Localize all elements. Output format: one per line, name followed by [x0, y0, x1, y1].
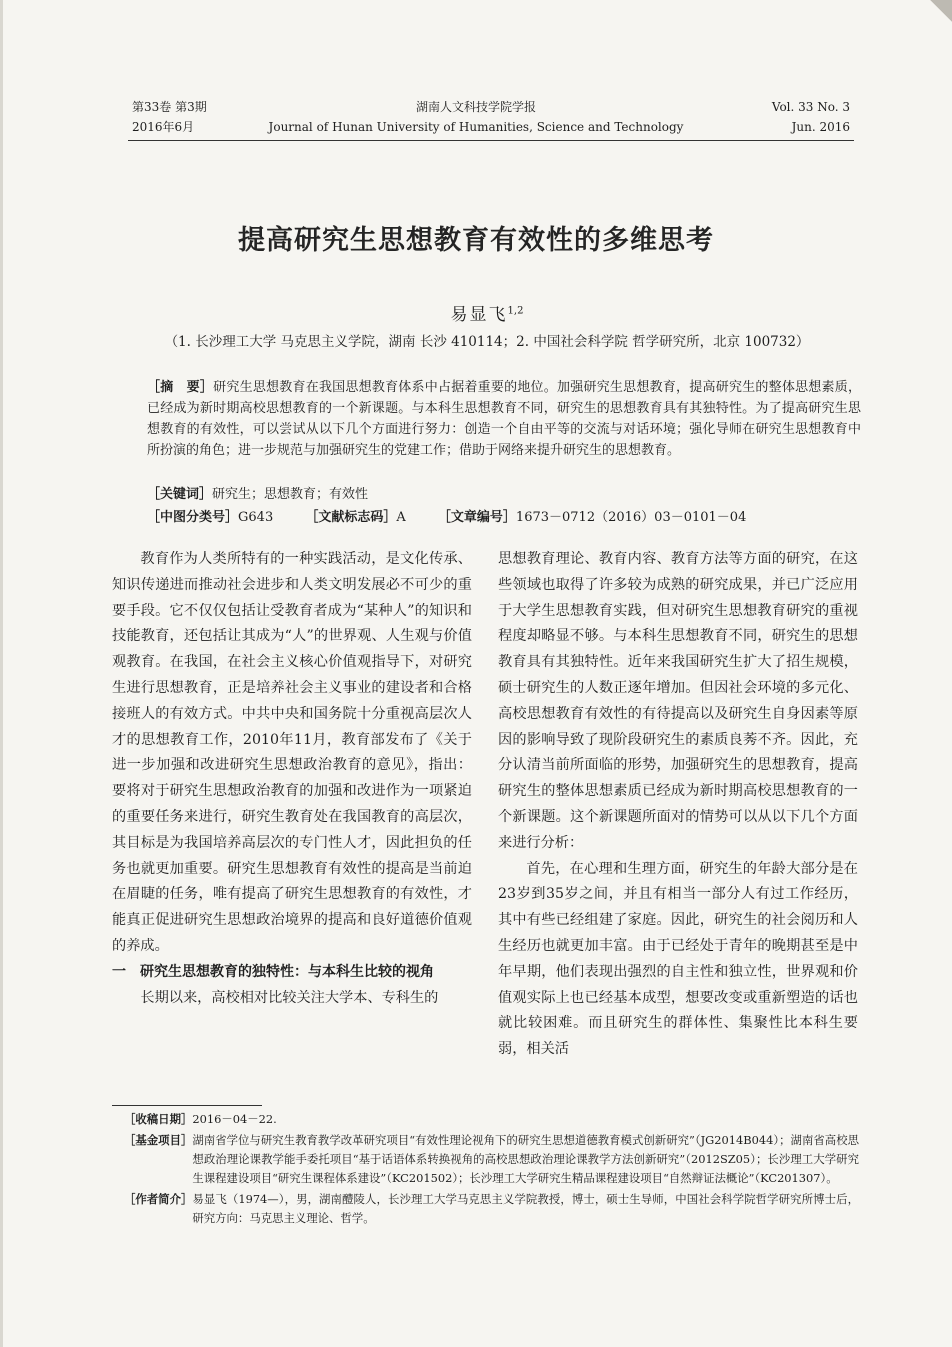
header-volume-cn: 第33卷 第3期 — [132, 100, 207, 114]
keywords-label: ［关键词］ — [147, 487, 213, 502]
abstract — [147, 377, 861, 461]
author-bio-label: ［作者简介］ — [124, 1192, 193, 1206]
article-author — [0, 300, 952, 325]
author-affiliation-marks: 1,2 — [507, 305, 524, 317]
fund-text: 湖南省学位与研究生教育教学改革研究项目“有效性理论视角下的研究生思想道德教育模式创新研究”（JG2014B044）；湖南省高校思想政治理论课教学能手委托项目“基于话语体系转换视角的高校思想政治理论课教学方法创新研究”（2012SZ05）；长沙理工大学研究生课程建设项目“研究生课程体系建设”（KC201502）；长沙理工大学研究生精品课程建设项目“自然辩证法概论”（KC201307）。 — [192, 1133, 859, 1185]
header-center — [230, 97, 722, 137]
clc-label: ［中图分类号］ — [147, 510, 239, 525]
body-column-left — [112, 547, 472, 1011]
clc-value: G643 — [238, 510, 274, 525]
author-name: 易显飞 — [450, 305, 508, 325]
header-date-en: Jun. 2016 — [791, 120, 850, 134]
header-volume-en: Vol. 33 No. 3 — [771, 100, 850, 114]
footnotes — [124, 1110, 859, 1230]
author-affiliations: （1. 长沙理工大学 马克思主义学院，湖南 长沙 410114；2. 中国社会科学院 哲学研究所，北京 100732） — [164, 334, 810, 350]
header-right — [772, 97, 850, 137]
article-number-label: ［文章编号］ — [437, 510, 516, 525]
fund-label: ［基金项目］ — [124, 1133, 193, 1147]
article-number-group — [438, 510, 746, 525]
header-journal-cn: 湖南人文科技学院学报 — [415, 100, 536, 114]
page-corner-fold — [928, 0, 952, 24]
abstract-text: 研究生思想教育在我国思想教育体系中占据着重要的地位。加强研究生思想教育，提高研究生的整体思想素质，已经成为新时期高校思想教育的一个新课题。与本科生思想教育不同，研究生的思想教育具有其独特性。为了提高研究生思想教育的有效性，可以尝试从以下几个方面进行努力：创造一个自由平等的交流与对话环境；强化导师在研究生思想教育中所扮演的角色；进一步规范与加强研究生的党建工作；借助于网络来提升研究生的思想教育。 — [147, 380, 861, 458]
header-left — [132, 97, 207, 137]
body-paragraph: 思想教育理论、教育内容、教育方法等方面的研究，在这些领域也取得了许多较为成熟的研究成果，并已广泛应用于大学生思想教育实践，但对研究生思想教育研究的重视程度却略显不够。与本科生思想教育不同，研究生的思想教育具有其独特性。近年来我国研究生扩大了招生规模，硕士研究生的人数正逐年增加。但因社会环境的多元化、高校思想教育有效性的有待提高以及研究生自身因素等原因的影响导致了现阶段研究生的素质良莠不齐。因此，充分认清当前所面临的形势，加强研究生的思想教育，提高研究生的整体思想素质已经成为新时期高校思想教育的一个新课题。这个新课题所面对的情势可以从以下几个方面来进行分析： — [498, 551, 858, 851]
doc-code-group — [305, 510, 405, 525]
body-paragraph: 教育作为人类所特有的一种实践活动，是文化传承、知识传递进而推动社会进步和人类文明发展必不可少的重要手段。它不仅仅包括让受教育者成为“某种人”的知识和技能教育，还包括让其成为“人”的世界观、人生观与价值观教育。在我国，在社会主义核心价值观指导下，对研究生进行思想教育，正是培养社会主义事业的建设者和合格接班人的有效方式。中共中央和国务院十分重视高层次人才的思想教育工作，2010年11月，教育部发布了《关于进一步加强和改进研究生思想政治教育的意见》，指出：要将对于研究生思想政治教育的加强和改进作为一项紧迫的重要任务来进行，研究生教育处在我国教育的高层次，其目标是为我国培养高层次的专门性人才，因此担负的任务也就更加重要。研究生思想教育有效性的提高是当前迫在眉睫的任务，唯有提高了研究生思想教育的有效性，才能真正促进研究生思想政治境界的提高和良好道德价值观的养成。 — [112, 551, 472, 954]
header-date-cn: 2016年6月 — [132, 120, 195, 134]
body-column-right — [498, 547, 858, 1063]
scan-edge — [0, 0, 3, 1347]
doc-code-label: ［文献标志码］ — [305, 510, 397, 525]
keywords-text: 研究生；思想教育；有效性 — [212, 487, 369, 502]
body-paragraph: 长期以来，高校相对比较关注大学本、专科生的 — [140, 989, 439, 1006]
received-date: 2016－04－22. — [192, 1112, 277, 1126]
clc-group — [147, 510, 273, 525]
footnote-fund — [124, 1131, 859, 1188]
section-heading: 一 研究生思想教育的独特性：与本科生比较的视角 — [112, 963, 434, 980]
keywords — [147, 485, 368, 505]
received-label: ［收稿日期］ — [124, 1112, 193, 1126]
article-number-value: 1673－0712（2016）03－0101－04 — [515, 510, 747, 525]
classification-line — [147, 508, 867, 528]
article-title: 提高研究生思想教育有效性的多维思考 — [238, 225, 714, 256]
header-journal-en: Journal of Hunan University of Humanities, Science and Technology — [268, 120, 684, 134]
footnote-received — [124, 1110, 859, 1129]
doc-code-value: A — [396, 510, 406, 525]
author-bio-text: 易显飞（1974—），男，湖南醴陵人，长沙理工大学马克思主义学院教授，博士，硕士生导师，中国社会科学院哲学研究所博士后，研究方向：马克思主义理论、哲学。 — [192, 1192, 859, 1225]
header-rule — [128, 140, 854, 141]
abstract-label: ［摘 要］ — [147, 380, 214, 395]
body-paragraph: 首先，在心理和生理方面，研究生的年龄大部分是在23岁到35岁之间，并且有相当一部分人有过工作经历，其中有些已经组建了家庭。因此，研究生的社会阅历和人生经历也就更加丰富。由于已经处于青年的晚期甚至是中年早期，他们表现出强烈的自主性和独立性，世界观和价值观实际上也已经基本成型，想要改变或重新塑造的话也就比较困难。而且研究生的群体性、集聚性比本科生要弱，相关活 — [498, 860, 858, 1058]
footnote-rule — [112, 1105, 262, 1106]
footnote-author — [124, 1190, 859, 1228]
